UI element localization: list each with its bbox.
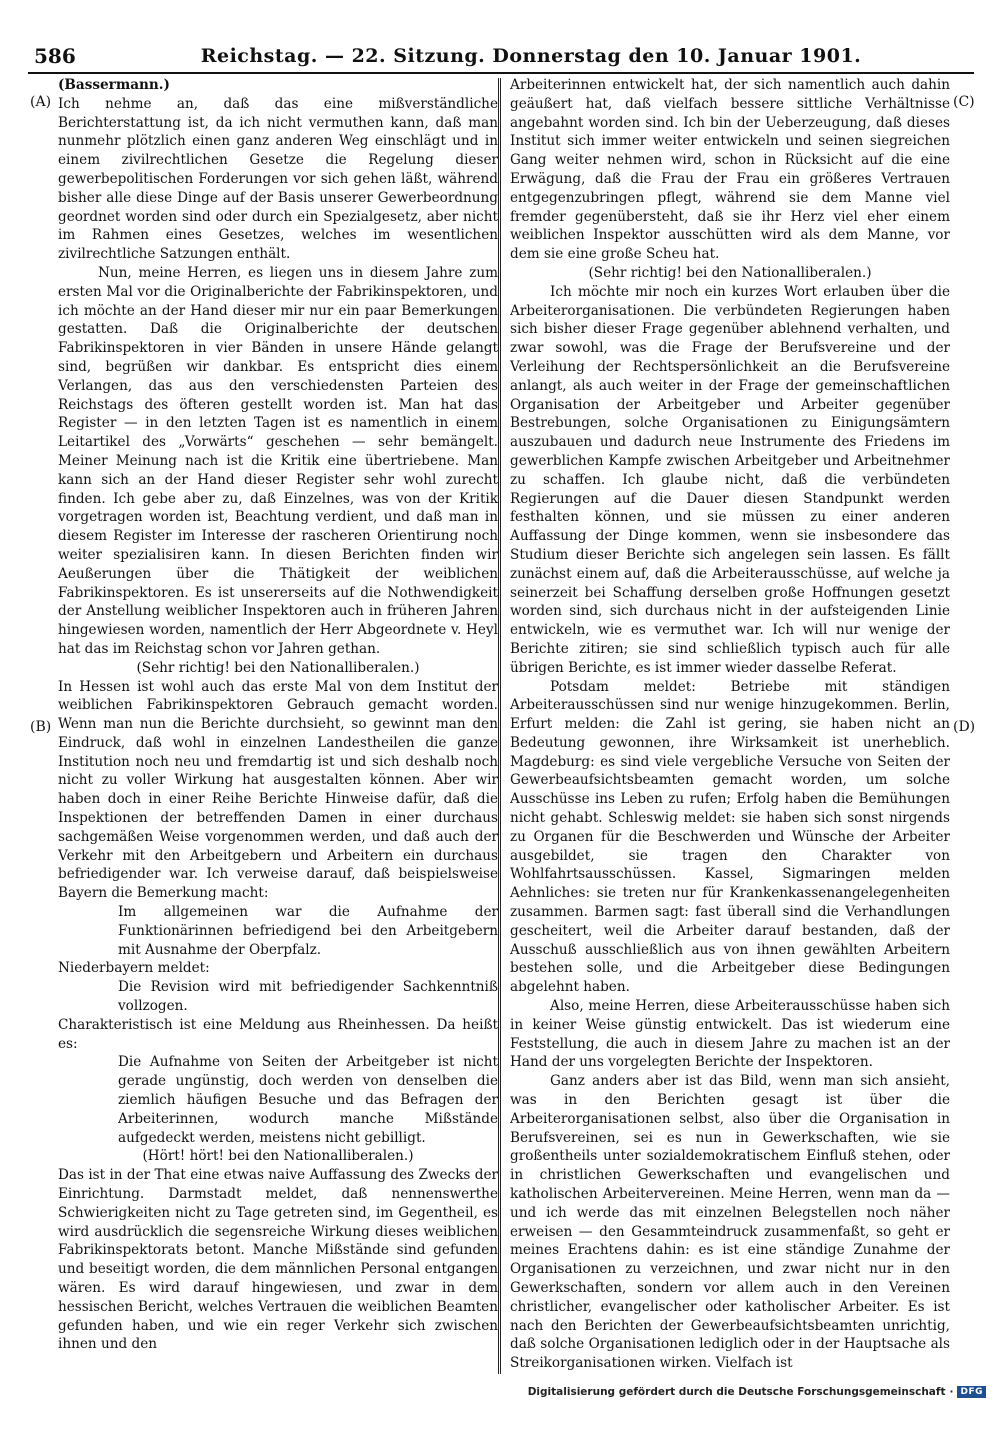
quotation: Die Revision wird mit befriedigender Sachkenntniß vollzogen. — [118, 979, 498, 1015]
left-column — [58, 76, 498, 1354]
quotation: Die Aufnahme von Seiten der Arbeitgeber ist nicht gerade ungünstig, doch werden von denselben die ziemlich häufigen Besuche und das Befragen der Arbeiterinnen, wodurch manche Mißstände aufgedeckt werden, meistens nicht gebilligt. — [118, 1054, 498, 1146]
interjection: (Sehr richtig! bei den Nationalliberalen.) — [136, 659, 420, 676]
interjection: (Hört! hört! bei den Nationalliberalen.) — [142, 1148, 414, 1165]
dfg-logo: DFG — [957, 1386, 986, 1398]
paragraph: Also, meine Herren, diese Arbeiterausschüsse haben sich in keiner Weise günstig entwickelt. Das ist wiederum eine Feststellung, die auch in diesem Jahre zu machen ist an der Hand der uns vorgelegten Berichte der Inspektoren. — [510, 998, 950, 1071]
page-number: 586 — [34, 44, 76, 68]
margin-mark-c: (C) — [953, 94, 975, 110]
interjection: (Sehr richtig! bei den Nationalliberalen.) — [588, 264, 872, 281]
paragraph: Niederbayern meldet: — [58, 960, 210, 977]
paragraph: Das ist in der That eine etwas naive Auffassung des Zwecks der Einrichtung. Darmstadt meldet, daß nennenswerthe Schwierigkeiten nicht zu Tage getreten sind, im Gegentheil, es wird ausdrücklich die segensreiche Wirkung dieses weiblichen Fabrikinspektorats betont. Manche Mißstände sind gefunden und beseitigt worden, die dem männlichen Personal entgangen wären. Es wird darauf hingewiesen, und zwar in dem hessischen Bericht, welches Vertrauen die weiblichen Beamten gefunden haben, und wie ein reger Verkehr sich zwischen ihnen und den — [58, 1167, 498, 1353]
speaker-name: (Bassermann.) — [58, 77, 170, 93]
paragraph: Potsdam meldet: Betriebe mit ständigen Arbeiterausschüssen sind nur wenige hinzugekommen. Berlin, Erfurt melden: die Zahl ist gering, sie haben nicht an Bedeutung gewonnen, ihre Wirksamkeit ist unerheblich. Magdeburg: es sind viele vergebliche Versuche von Seiten der Gewerbeaufsichtsbeamten gemacht worden, um solche Ausschüsse ins Leben zu rufen; Erfolg haben die Bemühungen nicht gehabt. Schleswig meldet: sie haben sich sonst nirgends zu Organen für die Beschwerden und Wünsche der Arbeiter ausgebildet, sie tragen den Charakter von Wohlfahrtsausschüssen. Kassel, Sigmaringen melden Aehnliches: sie treten nur für Krankenkassenangelegenheiten zusammen. Barmen sagt: fast überall sind die Verhandlungen gescheitert, weil die Arbeiter darauf bestanden, daß der Ausschuß ausschließlich aus von ihnen gewählten Arbeitern bestehen solle, und die Arbeitgeber diese Bedingungen abgelehnt haben. — [510, 678, 950, 996]
paragraph: Ich möchte mir noch ein kurzes Wort erlauben über die Arbeiterorganisationen. Die verbündeten Regierungen haben sich bisher dieser Frage gegenüber ablehnend verhalten, und zwar sowohl, was die Frage der Berufsvereine und der Verleihung der Rechtspersönlichkeit an die Berufsvereine anlangt, als auch weiter in der Frage der gemeinschaftlichen Organisation der Arbeitgeber und Arbeiter gegenüber Bestrebungen, solche Organisationen zu Einigungsämtern auszubauen und dadurch neue Instrumente des Friedens im gewerblichen Kampfe zwischen Arbeitgeber und Arbeitnehmer zu schaffen. Ich glaube nicht, daß die verbündeten Regierungen auf die Dauer diesen Standpunkt werden festhalten können, und sie müssen zu einer anderen Auffassung der Dinge kommen, wenn sie insbesondere das Studium dieser Berichte sich angelegen sein lassen. Es fällt zunächst einem auf, daß die Arbeiterausschüsse, auf welche ja seinerzeit bei Schaffung derselben große Hoffnungen gesetzt worden sind, sich durchaus nicht in der aufsteigenden Linie entwickeln, wie es vermuthet war. Ich will nur wenige der Berichte zitiren; sie sind schließlich typisch auch für alle übrigen Berichte, es ist immer wieder dasselbe Referat. — [510, 283, 950, 676]
right-column — [510, 76, 950, 1373]
footer-text: Digitalisierung gefördert durch die Deutsche Forschungsgemeinschaft — [527, 1386, 946, 1398]
paragraph: Ich nehme an, daß das eine mißverständliche Berichterstattung ist, da ich nicht vermuthen kann, daß man nunmehr plötzlich einen ganz anderen Weg einschlägt und in einem zivilrechtlichen Gesetze die Regelung dieser gewerbepolitischen Forderungen vor sich gehen läßt, während bisher alle diese Dinge auf der Basis unserer Gewerbeordnung geordnet worden sind oder durch ein Spezialgesetz, aber nicht im Rahmen eines Gesetzes, welches im wesentlichen zivilrechtliche Satzungen enthält. — [58, 95, 498, 263]
paragraph: Nun, meine Herren, es liegen uns in diesem Jahre zum ersten Mal vor die Originalberichte der Fabrikinspektoren, und ich möchte an der Hand dieser mir nur ein paar Bemerkungen gestatten. Daß die Originalberichte der deutschen Fabrikinspektoren in vier Bänden in unsere Hände gelangt sind, begrüßen wir dankbar. Es entspricht dies einem Verlangen, das aus den verschiedensten Parteien des Reichstags des öfteren gestellt worden ist. Man hat das Register — in den letzten Tagen ist es namentlich in einem Leitartikel des „Vorwärts“ geschehen — sehr bemängelt. Meiner Meinung nach ist die Kritik eine übertriebene. Man kann sich an der Hand dieser Register sehr wohl zurecht finden. Ich gebe aber zu, daß Einzelnes, was von der Kritik vorgetragen worden ist, Beachtung verdient, und daß man in diesem Register im Interesse der rascheren Orientirung noch weiter spezialisiren kann. In diesen Berichten finden wir Aeußerungen über die Thätigkeit der weiblichen Fabrikinspektoren. Es ist unsererseits auf die Nothwendigkeit der Anstellung weiblicher Inspektoren auch in früheren Jahren hingewiesen worden, namentlich der Herr Abgeordnete v. Heyl hat das im Reichstag schon vor Jahren gethan. — [58, 264, 498, 657]
paragraph: Ganz anders aber ist das Bild, wenn man sich ansieht, was in den Berichten gesagt ist über die Arbeiterorganisationen selbst, also über die Organisation in Berufsvereinen, sei es nun in Gewerkschaften, wie sie großentheils unter sozialdemokratischem Einfluß stehen, oder in christlichen Gewerkschaften und evangelischen und katholischen Arbeitervereinen. Meine Herren, wenn man da — und ich werde das mit einzelnen Belegstellen noch näher erweisen — den Gesammteindruck zusammenfaßt, so geht er meines Erachtens dahin: es ist eine ständige Zunahme der Organisationen zu verzeichnen, und zwar nicht nur in den Gewerkschaften, sondern vor allem auch in den Vereinen christlicher, evangelischer oder katholischer Arbeiter. Es ist nach den Berichten der Gewerbeaufsichtsbeamten unrichtig, daß solche Organisationen lediglich oder in der Hauptsache als Streikorganisationen wirken. Vielfach ist — [510, 1073, 950, 1372]
column-divider — [498, 78, 501, 1374]
margin-mark-b: (B) — [30, 719, 52, 735]
quotation: Im allgemeinen war die Aufnahme der Funktionärinnen befriedigend bei den Arbeitgebern mit Ausnahme der Oberpfalz. — [118, 904, 498, 958]
paragraph: In Hessen ist wohl auch das erste Mal von dem Institut der weiblichen Fabrikinspektoren Gebrauch gemacht worden. Wenn man nun die Berichte durchsieht, so gewinnt man den Eindruck, daß wohl in einzelnen Landestheilen die ganze Institution noch neu und fremdartig ist und sich deshalb noch nicht zu voller Wirkung hat ausgestalten können. Aber wir haben doch in einer Reihe Berichte Hinweise dafür, daß die Inspektionen der betreffenden Damen in einer durchaus sachgemäßen Weise vorgenommen werden, und daß auch der Verkehr mit den Arbeitgebern und Arbeitern ein durchaus befriedigender war. Ich verweise darauf, daß beispielsweise Bayern die Bemerkung macht: — [58, 678, 498, 902]
margin-mark-d: (D) — [953, 719, 976, 735]
page-header — [28, 42, 974, 74]
margin-mark-a: (A) — [30, 94, 52, 110]
paragraph: Arbeiterinnen entwickelt hat, der sich namentlich auch dahin geäußert hat, daß vielfach bessere sittliche Verhältnisse angebahnt worden sind. Ich bin der Ueberzeugung, daß dieses Institut sich immer weiter entwickeln und seinen siegreichen Gang weiter nehmen wird, schon in Rücksicht auf die eine Erwägung, daß die Frau der Frau ein größeres Vertrauen entgegenzubringen pflegt, während sie dem Manne viel fremder gegenübersteht, daß sie ihr Herz viel eher einem weiblichen Inspektor ausschütten wird als dem Manne, vor dem sie eine große Scheu hat. — [510, 77, 950, 263]
footer: Digitalisierung gefördert durch die Deutsche Forschungsgemeinschaft · DFG — [528, 1386, 986, 1398]
paragraph: Charakteristisch ist eine Meldung aus Rheinhessen. Da heißt es: — [58, 1016, 498, 1052]
running-head: Reichstag. — 22. Sitzung. Donnerstag den 10. Januar 1901. — [200, 45, 862, 67]
